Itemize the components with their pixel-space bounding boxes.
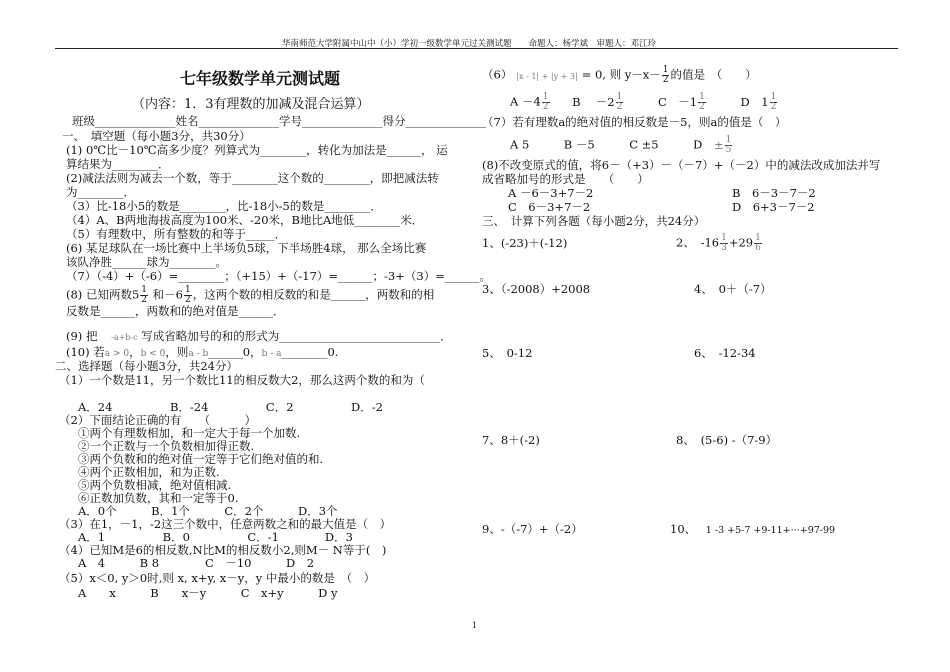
fraction: $\frac{1}{2}$	[184, 285, 191, 305]
q2-8-line-a: (8)不改变原式的值，将6－（+3）－（－7）+（－2）中的减法改成加法并写	[482, 158, 881, 172]
q1-9: (9) 把 -a+b-c 写成省略加号的和的形式为____________________________．	[66, 329, 452, 343]
q1-8-text-2: 和－6	[152, 287, 183, 302]
fraction: $\frac{1}{2}$	[141, 285, 147, 305]
fraction: $\frac{1}{2}$	[662, 65, 669, 85]
q1-9-expression: -a+b-c	[111, 333, 138, 342]
q2-2-stmt-5: ⑤两个负数相减，绝对值相减.	[78, 478, 232, 492]
calc-4: 4、 0＋（-7）	[694, 282, 772, 296]
q1-3: （3）比-18小5的数是________，比-18小-5的数是________．	[66, 199, 382, 213]
q2-6-options: A －4 $\frac{1}{2}$ B －2 $\frac{1}{2}$ C －1 $\frac{1}{2}$ D 1 $\frac{1}{2}$	[510, 92, 777, 112]
q1-10: (10) 若a > 0，b < 0，则a - b______0，b - a________0.	[66, 345, 339, 359]
q2-1-options: A．24 B．-24 C．2 D．-2	[78, 400, 383, 414]
calc-6: 6、 -12-34	[694, 346, 756, 360]
page-title: 七年级数学单元测试题	[180, 69, 341, 88]
q2-2-stmt-6: ⑥正数加负数，其和一定等于0.	[78, 491, 239, 505]
fraction: $\frac{1}{2}$	[542, 92, 549, 112]
q1-8-line-b: 反数是______，两数和的绝对值是______．	[66, 304, 285, 318]
fraction: $\frac{1}{6}$	[755, 233, 761, 253]
q2-7: （7）若有理数a的绝对值的相反数是－5，则a的值是（ ）	[482, 115, 787, 129]
q2-1: （1）一个数是11，另一个数比11的相反数大2，那么这两个数的和为（	[59, 373, 425, 387]
q2-4-options: A 4 B 8 C －10 D 2	[78, 556, 315, 570]
q1-2-line-b: 为________．	[66, 185, 135, 199]
q2-2-stmt-1: ①两个有理数相加，和一定大于每一个加数.	[78, 426, 301, 440]
fraction: $\frac{1}{2}$	[770, 92, 777, 112]
q1-7: （7）（-4）+（-6）=________；（+15）+（-17）=______；-3+（3）=______。	[66, 269, 491, 283]
calc-2: 2、 -16 $\frac{1}{3}$ +29 $\frac{1}{6}$	[676, 233, 761, 253]
q1-1-line-a: (1) 0℃比－10℃高多少度？列算式为________，转化为加法是______， 运	[66, 143, 448, 157]
q1-8-text-3: ，这两个数的相反数的和是______，两数和的相	[192, 287, 435, 302]
fraction: $\frac{1}{2}$	[699, 92, 705, 112]
q2-2-stmt-3: ③两个负数和的绝对值一定等于它们绝对值的和.	[78, 452, 324, 466]
q1-4: （4）A、B两地海拔高度为100米、-20米，B地比A地低________米．	[66, 213, 424, 227]
fraction: $\frac{1}{3}$	[721, 233, 727, 253]
q2-4: （4）已知M是6的相反数,N比M的相反数小2,则M－ N等于( )	[59, 543, 387, 557]
student-info-line: 班级______________姓名______________学号______________得分______________	[72, 114, 486, 128]
q1-6-line-b: 该队净胜______球为________。	[66, 255, 227, 269]
q1-8-line-a	[66, 286, 434, 305]
page-subtitle: （内容：1．3有理数的加减及混合运算）	[132, 97, 370, 112]
q2-2: （2）下面结论正确的有 （ ）	[59, 413, 257, 427]
calc-9: 9、-（-7）+（-2）	[482, 522, 583, 536]
calc-3: 3、（-2008）+2008	[482, 282, 591, 296]
calc-5: 5、 0-12	[482, 346, 533, 360]
fraction: $\frac{1}{2}$	[616, 92, 623, 112]
section-1-heading: 一、 填空题（每小题3分，共30分）	[62, 129, 251, 143]
q1-5: （5）有理数中，所有整数的和等于_____．	[66, 227, 287, 241]
calc-1: 1、(-23)＋(-12)	[482, 236, 568, 250]
page-header: 华南师范大学附属中山中（小）学初一级数学单元过关测试题 命题人：杨学斌 审题人：邓江玲	[282, 39, 657, 49]
q2-2-options: A．0个 B．1个 C．2个 D．3个	[78, 504, 338, 518]
calc-10: 10、 1 -3 +5-7 +9-11+···+97-99	[670, 522, 836, 536]
section-2-heading: 二、选择题（每小题3分，共24分）	[55, 359, 238, 373]
q2-3: （3）在1，－1，-2这三个数中，任意两数之和的最大值是（ ）	[59, 517, 392, 531]
q1-1-line-b: 算结果为________．	[66, 157, 170, 171]
q2-3-options: A．1 B．0 C．-1 D．3	[78, 530, 353, 544]
q2-8-option-c: C 6－3+7－2	[508, 200, 591, 214]
q2-8-option-d: D 6+3－7－2	[732, 200, 815, 214]
q2-6: （6） |x - 1| + |y + 3| = 0, 则 y－x－ $\frac{1}{2}$ 的值是 （ ）	[482, 65, 757, 85]
q1-8-text-1: (8) 已知两数5	[66, 287, 140, 302]
q2-2-stmt-2: ②一个正数与一个负数相加得正数.	[78, 439, 255, 453]
q2-5: （5）x＜0, y＞0时,则 x, x+y, x－y，y 中最小的数是 （ ）	[59, 571, 376, 585]
page-number: 1	[472, 621, 478, 630]
q2-5-options: A x B x－y C x+y D y	[78, 586, 338, 600]
q1-2-line-a: (2)减法法则为减去一个数，等于________这个数的________，即把减法转	[66, 171, 439, 185]
q2-8-option-b: B 6－3－7－2	[732, 186, 816, 200]
q2-8-option-a: A －6－3+7－2	[508, 186, 594, 200]
section-3-heading: 三、 计算下列各题（每小题2分，共24分）	[482, 214, 706, 228]
calc-7: 7、8＋(-2)	[482, 433, 540, 447]
header-rule	[55, 48, 898, 49]
q2-8-line-b: 成省略加号的形式是 （ ）	[482, 172, 649, 186]
q1-6-line-a: (6) 某足球队在一场比赛中上半场负5球，下半场胜4球， 那么全场比赛	[66, 241, 427, 255]
fraction: $\frac{1}{5}$	[725, 135, 732, 155]
q2-7-options: A 5 B －5 C ±5 D ± $\frac{1}{5}$	[510, 135, 732, 155]
calc-8: 8、 (5-6) -（7-9）	[676, 433, 778, 447]
q2-2-stmt-4: ④两个正数相加，和为正数.	[78, 465, 220, 479]
